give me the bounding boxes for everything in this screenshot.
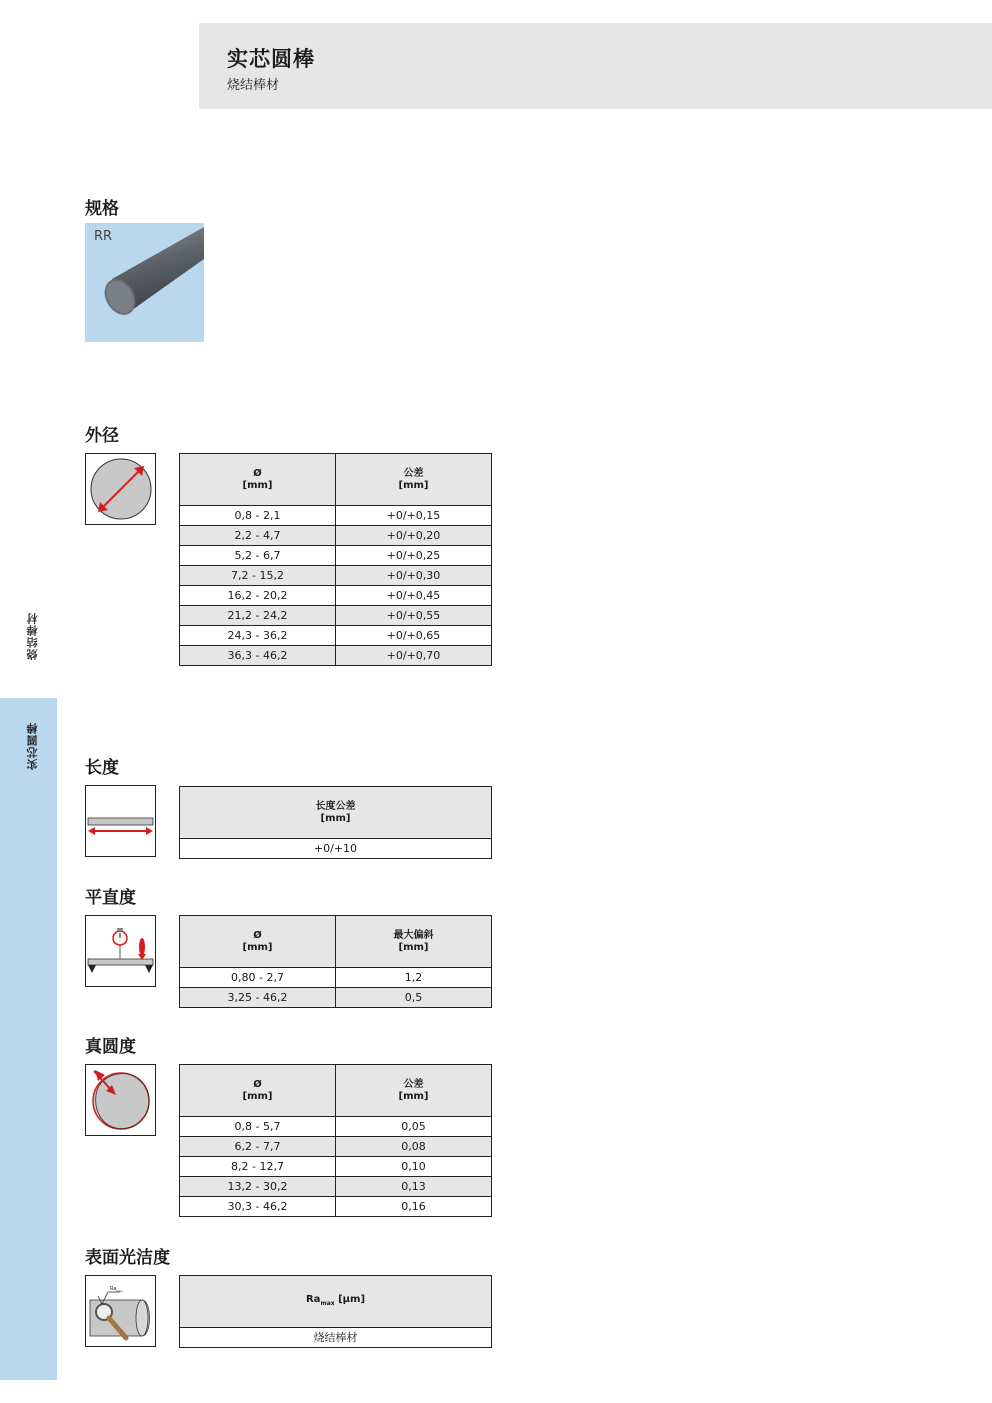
sidebar-active-band — [0, 698, 57, 1380]
roundness-icon — [86, 1065, 155, 1135]
cell-tolerance: 0,10 — [336, 1157, 492, 1177]
col-header-label: 公差 — [403, 467, 424, 479]
table-row — [180, 566, 492, 586]
table-row — [180, 586, 492, 606]
col-header-unit: [mm] — [320, 812, 351, 824]
cell-tolerance: +0/+0,30 — [336, 566, 492, 586]
cell-tolerance: +0/+0,65 — [336, 626, 492, 646]
surface-diagram — [85, 1275, 156, 1347]
cell-tolerance: +0/+0,25 — [336, 546, 492, 566]
straightness-icon — [86, 916, 155, 986]
page-header — [199, 23, 992, 109]
table-row — [180, 646, 492, 666]
diameter-diagram — [85, 453, 156, 525]
cell-diameter: 21,2 - 24,2 — [180, 606, 336, 626]
col-header-unit: [µm] — [338, 1293, 366, 1305]
cell-tolerance: +0/+0,55 — [336, 606, 492, 626]
cell-diameter: 30,3 - 46,2 — [180, 1197, 336, 1217]
outer-diameter-table — [179, 453, 492, 666]
table-row — [180, 839, 492, 859]
cell-diameter: 8,2 - 12,7 — [180, 1157, 336, 1177]
sidebar-tab-sintered-rod[interactable]: 烧结棒材 — [26, 612, 39, 660]
cell-diameter: 36,3 - 46,2 — [180, 646, 336, 666]
table-row — [180, 988, 492, 1008]
table-row — [180, 1328, 492, 1348]
cell-diameter: 6,2 - 7,7 — [180, 1137, 336, 1157]
ra-sub-label: max — [116, 1289, 123, 1293]
col-header-unit: [mm] — [242, 941, 273, 953]
cell-diameter: 2,2 - 4,7 — [180, 526, 336, 546]
col-header-label: 长度公差 — [315, 800, 356, 812]
table-row — [180, 968, 492, 988]
col-header-diameter — [180, 454, 336, 506]
ra-label: Ra — [110, 1286, 117, 1292]
section-title-outer-diameter: 外径 — [85, 426, 119, 446]
cell-diameter: 5,2 - 6,7 — [180, 546, 336, 566]
surface-finish-icon — [86, 1276, 155, 1346]
cell-max-deflection: 0,5 — [336, 988, 492, 1008]
cell-diameter: 13,2 - 30,2 — [180, 1177, 336, 1197]
col-header-sub: max — [320, 1299, 335, 1307]
col-header-label: 最大偏斜 — [393, 929, 434, 941]
col-header-label: Ø — [253, 1078, 262, 1090]
table-row — [180, 606, 492, 626]
col-header-unit: [mm] — [242, 479, 273, 491]
length-table — [179, 786, 492, 859]
col-header-unit: [mm] — [242, 1090, 273, 1102]
table-row — [180, 1197, 492, 1217]
col-header-tolerance — [336, 1065, 492, 1117]
product-code: RR — [94, 229, 113, 244]
table-row — [180, 1157, 492, 1177]
col-header-label: 公差 — [403, 1078, 424, 1090]
cell-tolerance: 0,16 — [336, 1197, 492, 1217]
surface-finish-table — [179, 1275, 492, 1348]
cell-length-tolerance: +0/+10 — [180, 839, 492, 859]
col-header-label: Ø — [253, 467, 262, 479]
cell-tolerance: +0/+0,20 — [336, 526, 492, 546]
col-header-max-deflection — [336, 916, 492, 968]
section-title-straightness: 平直度 — [85, 888, 136, 908]
rod-image — [85, 223, 204, 342]
roundness-diagram — [85, 1064, 156, 1136]
cell-diameter: 0,8 - 2,1 — [180, 506, 336, 526]
col-header-tolerance — [336, 454, 492, 506]
cell-tolerance: +0/+0,70 — [336, 646, 492, 666]
cell-tolerance: +0/+0,15 — [336, 506, 492, 526]
cell-tolerance: 0,13 — [336, 1177, 492, 1197]
cell-tolerance: +0/+0,45 — [336, 586, 492, 606]
cell-max-deflection: 1,2 — [336, 968, 492, 988]
cell-surface-finish: 烧结棒材 — [180, 1328, 492, 1348]
page-subtitle: 烧结棒材 — [227, 78, 280, 93]
cell-diameter: 0,8 - 5,7 — [180, 1117, 336, 1137]
cell-diameter: 24,3 - 36,2 — [180, 626, 336, 646]
length-icon — [86, 786, 155, 856]
section-title-length: 长度 — [85, 758, 119, 778]
col-header-label: Ra — [305, 1293, 321, 1305]
table-row — [180, 526, 492, 546]
section-title-spec: 规格 — [85, 199, 119, 219]
sidebar-tab-solid-round-rod[interactable]: 实芯圆棒 — [26, 722, 39, 770]
table-row — [180, 546, 492, 566]
col-header-ra-max — [180, 1276, 492, 1328]
col-header-unit: [mm] — [398, 941, 429, 953]
table-row — [180, 626, 492, 646]
section-title-roundness: 真圆度 — [85, 1037, 136, 1057]
col-header-diameter — [180, 916, 336, 968]
cell-diameter: 0,80 - 2,7 — [180, 968, 336, 988]
length-diagram — [85, 785, 156, 857]
table-row — [180, 1177, 492, 1197]
cell-diameter: 3,25 - 46,2 — [180, 988, 336, 1008]
col-header-length-tolerance — [180, 787, 492, 839]
straightness-diagram — [85, 915, 156, 987]
col-header-diameter — [180, 1065, 336, 1117]
page-title: 实芯圆棒 — [227, 47, 315, 71]
diameter-icon — [86, 454, 155, 524]
cell-diameter: 16,2 - 20,2 — [180, 586, 336, 606]
col-header-label: Ø — [253, 929, 262, 941]
cell-tolerance: 0,05 — [336, 1117, 492, 1137]
table-row — [180, 1117, 492, 1137]
col-header-unit: [mm] — [398, 479, 429, 491]
cell-diameter: 7,2 - 15,2 — [180, 566, 336, 586]
roundness-table — [179, 1064, 492, 1217]
cell-tolerance: 0,08 — [336, 1137, 492, 1157]
straightness-table — [179, 915, 492, 1008]
table-row — [180, 506, 492, 526]
col-header-unit: [mm] — [398, 1090, 429, 1102]
section-title-surface-finish: 表面光洁度 — [85, 1248, 170, 1268]
table-row — [180, 1137, 492, 1157]
